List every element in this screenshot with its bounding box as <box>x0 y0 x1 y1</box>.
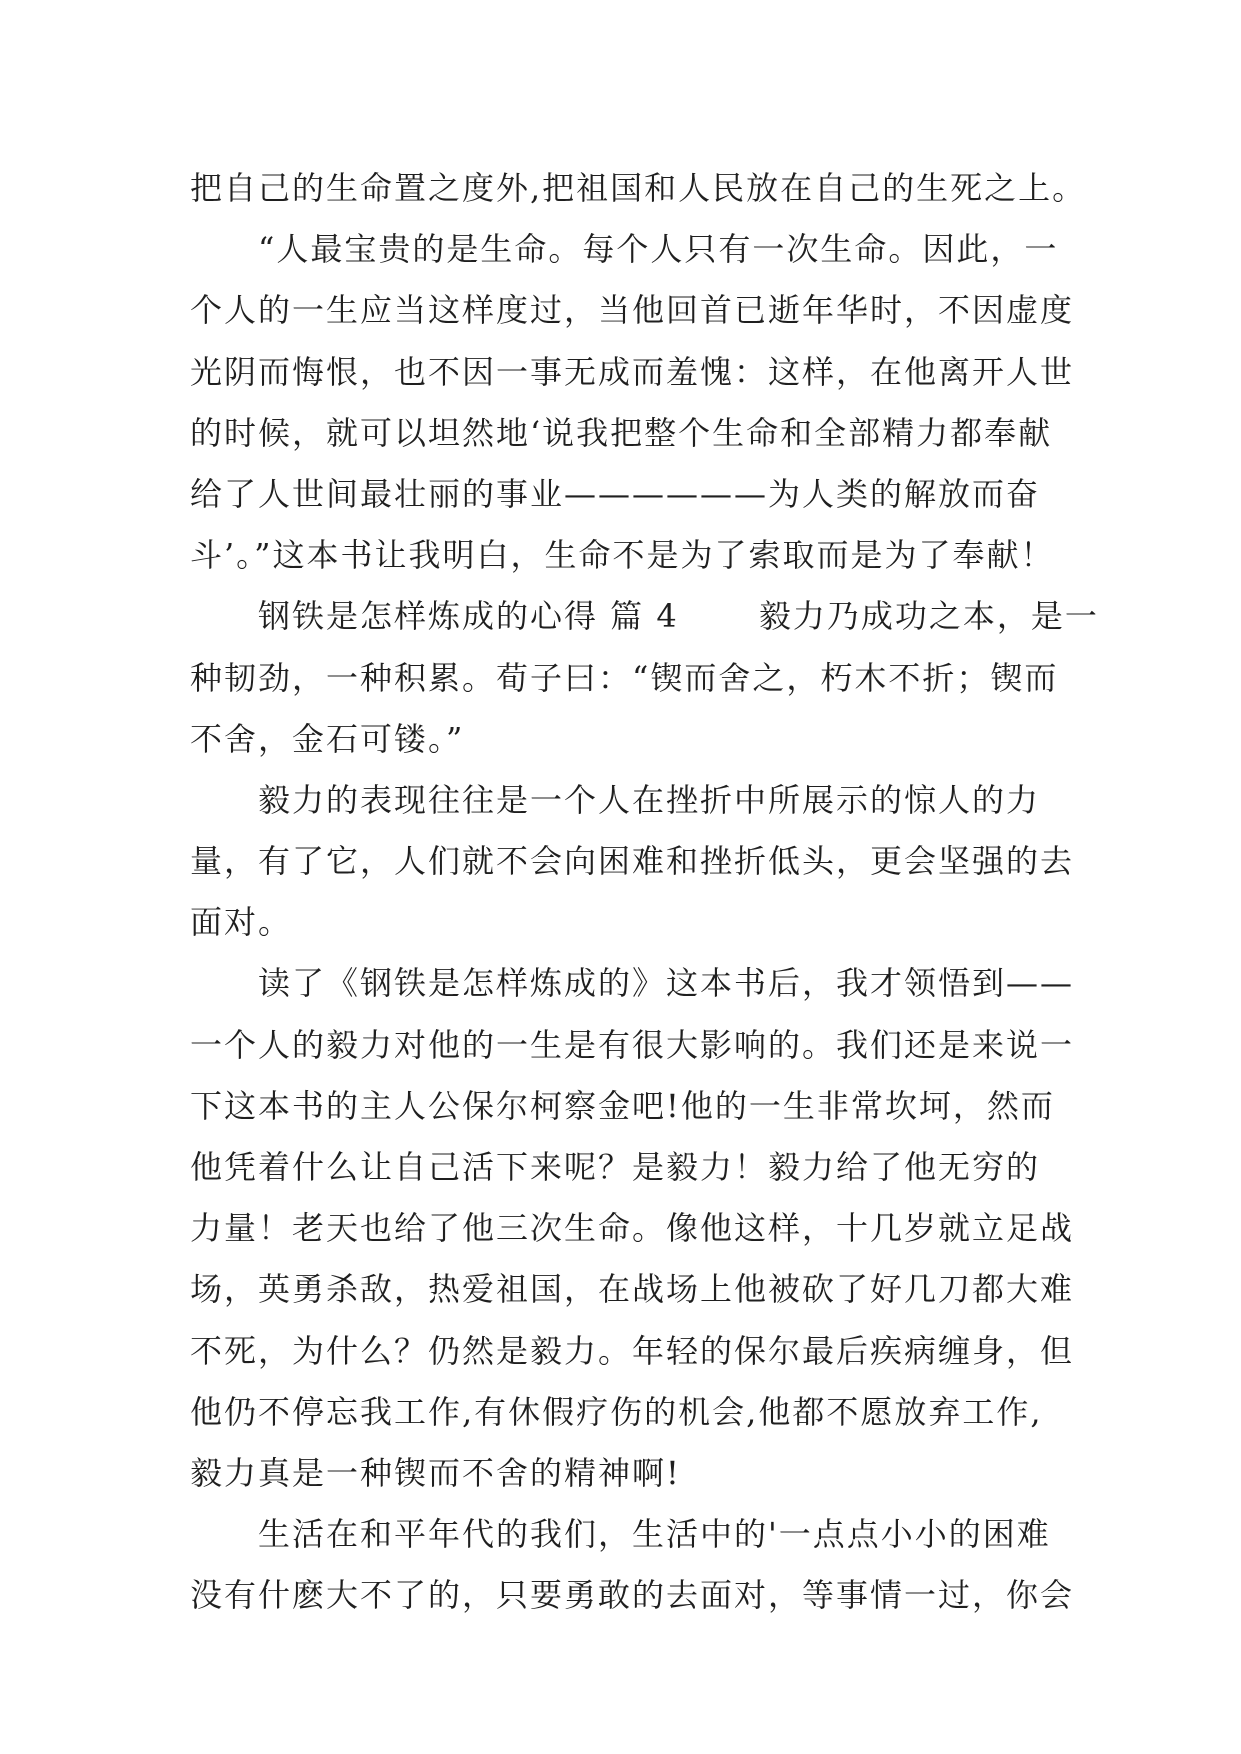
text-line: 下这本书的主人公保尔柯察金吧!他的一生非常坎坷，然而 <box>190 1086 1055 1125</box>
text-line: 不舍，金石可镂。” <box>190 719 465 758</box>
text-line: 的时候，就可以坦然地‘说我把整个生命和全部精力都奉献 <box>190 413 1053 452</box>
text-line: 一个人的毅力对他的一生是有很大影响的。我们还是来说一 <box>190 1025 1075 1064</box>
text-line: 读了《钢铁是怎样炼成的》这本书后，我才领悟到—— <box>190 964 1075 1003</box>
text-line: 给了人世间最壮丽的事业——————为人类的解放而奋 <box>190 474 1041 513</box>
text-line: 他仍不停忘我工作,有休假疗伤的机会,他都不愿放弃工作, <box>190 1392 1043 1431</box>
essay-text <box>190 158 1099 1627</box>
text-line: 场，英勇杀敌，热爱祖国，在战场上他被砍了好几刀都大难 <box>190 1270 1075 1309</box>
text-line: 面对。 <box>190 903 293 942</box>
text-line: 不死，为什么？仍然是毅力。年轻的保尔最后疾病缠身，但 <box>190 1331 1075 1370</box>
section-heading-line: 钢铁是怎样炼成的心得 篇 4 毅力乃成功之本，是一 <box>190 597 1099 636</box>
text-line: 力量！老天也给了他三次生命。像他这样，十几岁就立足战 <box>190 1209 1075 1248</box>
text-line: 毅力真是一种锲而不舍的精神啊! <box>190 1453 681 1492</box>
text-line: 斗’。”这本书让我明白，生命不是为了索取而是为了奉献！ <box>190 536 1055 575</box>
text-line: 量，有了它，人们就不会向困难和挫折低头，更会坚强的去 <box>190 842 1075 881</box>
text-line: 光阴而悔恨，也不因一事无成而羞愧：这样，在他离开人世 <box>190 352 1075 391</box>
text-line: 没有什麽大不了的，只要勇敢的去面对，等事情一过，你会 <box>190 1576 1075 1615</box>
text-line: “人最宝贵的是生命。每个人只有一次生命。因此，一 <box>190 230 1059 269</box>
text-line: 生活在和平年代的我们，生活中的'一点点小小的困难 <box>190 1515 1051 1554</box>
text-line: 毅力的表现往往是一个人在挫折中所展示的惊人的力 <box>190 780 1041 819</box>
text-line: 把自己的生命置之度外,把祖国和人民放在自己的生死之上。 <box>190 169 1087 207</box>
text-line: 种韧劲，一种积累。荀子曰：“锲而舍之，朽木不折；锲而 <box>190 658 1059 697</box>
text-line: 他凭着什么让自己活下来呢？是毅力！毅力给了他无穷的 <box>190 1148 1041 1186</box>
text-line: 个人的一生应当这样度过，当他回首已逝年华时，不因虚度 <box>190 291 1075 330</box>
